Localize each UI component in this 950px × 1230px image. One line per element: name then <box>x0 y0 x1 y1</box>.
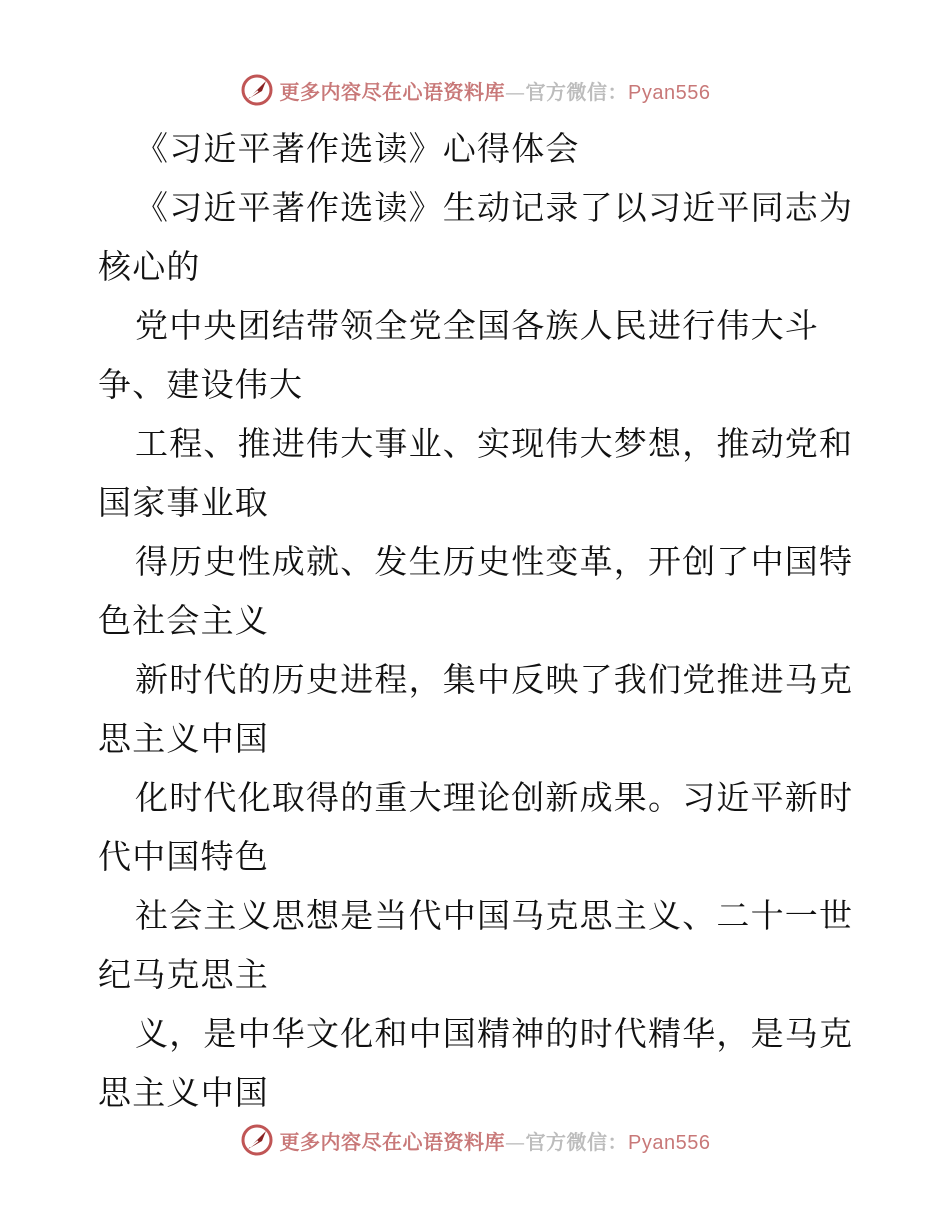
body-text-line: 社会主义思想是当代中国马克思主义、二十一世 <box>135 896 854 935</box>
body-text-line: 代中国特色 <box>98 837 269 876</box>
watermark-wechat-id: Pyan556 <box>628 81 711 104</box>
quill-logo-icon <box>240 73 274 107</box>
watermark-main: 更多内容尽在心语资料库 <box>279 79 506 104</box>
watermark-dash: — <box>505 1129 526 1154</box>
watermark-text <box>280 1126 711 1155</box>
body-text-line: 新时代的历史进程，集中反映了我们党推进马克 <box>135 660 854 699</box>
body-text-line: 得历史性成就、发生历史性变革，开创了中国特 <box>135 542 854 581</box>
quill-logo-icon <box>240 1123 274 1157</box>
watermark-wechat-label: 官方微信： <box>525 1129 629 1154</box>
body-text-line: 国家事业取 <box>98 483 269 522</box>
body-text-line: 思主义中国 <box>98 719 269 758</box>
body-text-line: 争、建设伟大 <box>98 365 304 404</box>
watermark-text <box>280 76 711 105</box>
watermark-wechat-id: Pyan556 <box>628 1131 711 1154</box>
document-title: 《习近平著作选读》心得体会 <box>135 129 580 168</box>
body-text-line: 党中央团结带领全党全国各族人民进行伟大斗 <box>135 306 819 345</box>
body-text-line: 义，是中华文化和中国精神的时代精华，是马克 <box>135 1014 854 1053</box>
body-text-line: 工程、推进伟大事业、实现伟大梦想，推动党和 <box>135 424 854 463</box>
body-text-line: 化时代化取得的重大理论创新成果。习近平新时 <box>135 778 854 817</box>
body-text-line: 色社会主义 <box>98 601 269 640</box>
watermark-dash: — <box>505 79 526 104</box>
document-body <box>98 119 858 1122</box>
header-watermark <box>0 70 950 110</box>
footer-watermark <box>0 1120 950 1160</box>
body-text-line: 《习近平著作选读》生动记录了以习近平同志为 <box>135 188 854 227</box>
watermark-wechat-label: 官方微信： <box>525 79 629 104</box>
body-text-line: 核心的 <box>98 247 201 286</box>
watermark-main: 更多内容尽在心语资料库 <box>279 1129 506 1154</box>
body-text-line: 纪马克思主 <box>98 955 269 994</box>
body-text-line: 思主义中国 <box>98 1073 269 1112</box>
